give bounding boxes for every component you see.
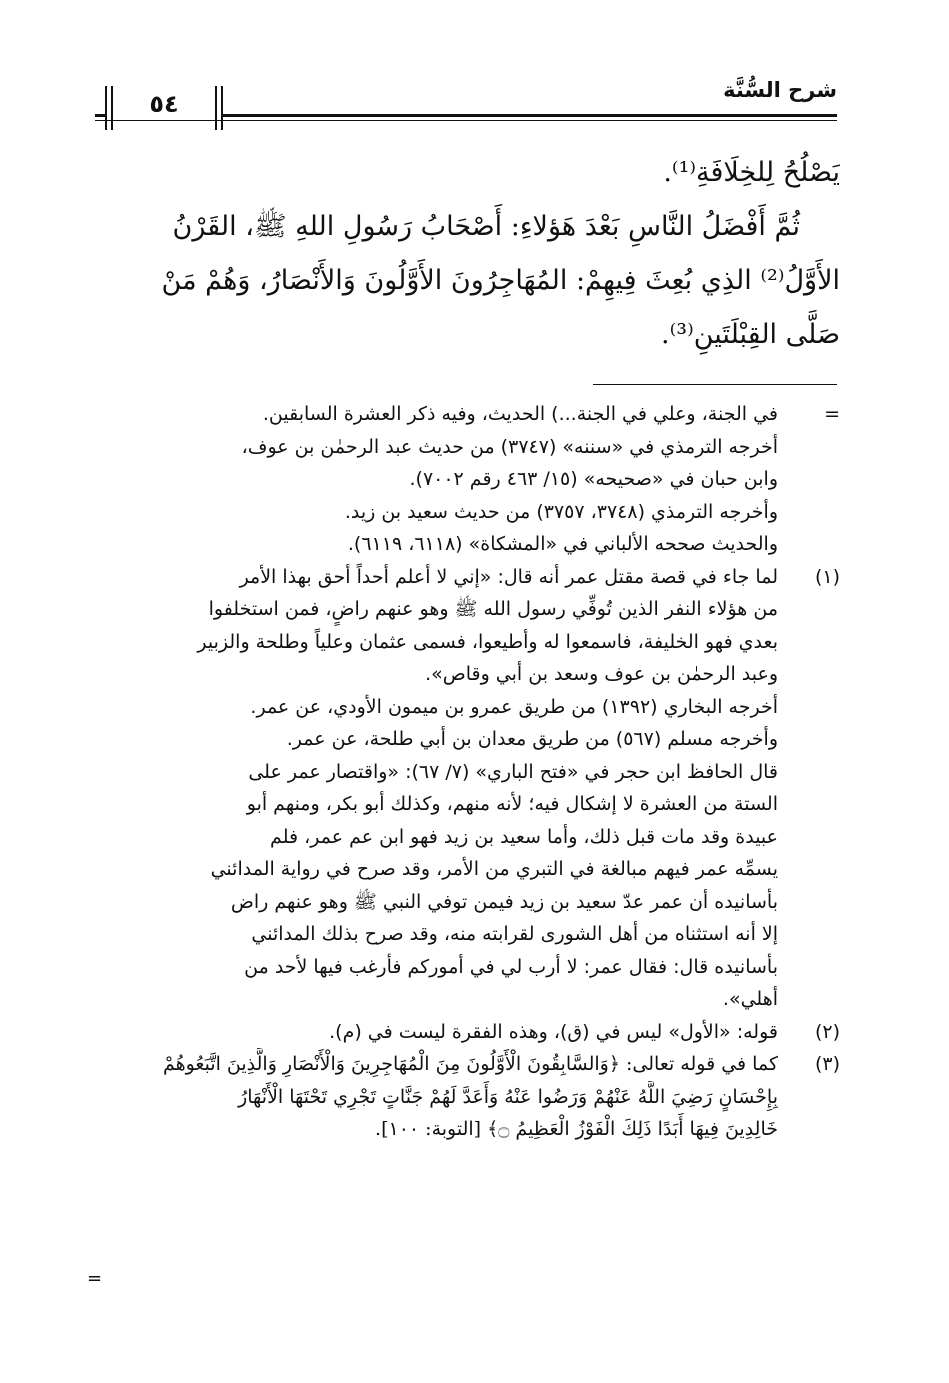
footnote-line: لما جاء في قصة مقتل عمر أنه قال: «إني لا أعلم أحداً أحق بهذا الأمر — [239, 565, 778, 588]
footnote-line: من هؤلاء النفر الذين تُوفِّي رسول الله ﷺ وهو عنهم راضٍ، فمن استخلفوا — [208, 598, 778, 620]
footnote-line: بأسانيده أن عمر عدّ سعيد بن زيد فيمن توفي النبي ﷺ وهو عنهم راض — [230, 890, 778, 913]
footnote-line: وابن حبان في «صحيحه» (١٥/ ٤٦٣ رقم ٧٠٠٢). — [409, 468, 778, 490]
footnote-line: الستة من العشرة لا إشكال فيه؛ لأنه منهم، وكذلك أبو بكر، ومنهم أبو — [246, 793, 778, 815]
footnote-line: والحديث صححه الألباني في «المشكاة» (٦١١٨، ٦١١٩). — [347, 533, 778, 555]
footnote-separator — [593, 384, 837, 385]
page-continues-marker: = — [87, 1268, 103, 1289]
footnote-line: أخرجه الترمذي في «سننه» (٣٧٤٧) من حديث عبد الرحمٰن بن عوف، — [241, 435, 778, 458]
page-header — [95, 78, 837, 130]
footnote-line: أهلي». — [722, 988, 778, 1010]
footnote-1 — [95, 561, 840, 1016]
footnote-marker: (٣) — [814, 1053, 840, 1075]
main-text-line: يَصْلُحُ لِلخِلَافَةِ⁽¹⁾. — [663, 157, 840, 188]
page-box-border — [111, 86, 113, 130]
main-text-line: صَلَّى القِبْلَتَينِ⁽³⁾. — [661, 319, 840, 350]
footnote-marker: (١) — [814, 565, 840, 588]
footnote-line: يسمِّه عمر فيهم مبالغة في التبري من الأمر، وقد صرح في رواية المدائني — [210, 858, 778, 880]
footnote-line: بأسانيده قال: فقال عمر: لا أرب لي في أموركم فأرغب فيها لأحد من — [244, 955, 778, 978]
footnote-3 — [95, 1048, 840, 1146]
book-title: شرح السُّنَّة — [723, 78, 837, 102]
main-text-line: ثُمَّ أَفْضَلُ النَّاسِ بَعْدَ هَؤلاءِ: أَصْحَابُ رَسُولِ اللهِ ﷺ، القَرْنُ — [172, 211, 800, 242]
footnote-continuation — [95, 398, 840, 561]
page-box-border — [105, 86, 107, 130]
footnote-marker: = — [824, 403, 840, 425]
main-paragraph — [100, 200, 840, 362]
page-box-border — [221, 86, 223, 130]
footnote-marker: (٢) — [814, 1020, 840, 1043]
footnote-line: عبيدة وقد مات قبل ذلك، وأما سعيد بن زيد فهو ابن عم عمر، فلم — [270, 825, 778, 848]
footnote-line: أخرجه البخاري (١٣٩٢) من طريق عمرو بن ميمون الأودي، عن عمر. — [250, 695, 778, 718]
footnote-line: وعبد الرحمٰن بن عوف وسعد بن أبي وقاص». — [425, 663, 778, 685]
quran-verse-line: كما في قوله تعالى: ﴿وَالسَّابِقُونَ الْأَوَّلُونَ مِنَ الْمُهَاجِرِينَ وَالْأَنْصَارِ وَالَّذِينَ اتَّبَعُوهُمْ — [162, 1053, 778, 1075]
footnote-line: قوله: «الأول» ليس في (ق)، وهذه الفقرة ليست في (م). — [329, 1020, 778, 1043]
quran-verse-line: خَالِدِينَ فِيهَا أَبَدًا ذَلِكَ الْفَوْزُ الْعَظِيمُ ۝﴾ [التوبة: ١٠٠]. — [375, 1118, 778, 1140]
footnotes — [95, 398, 840, 1146]
footnote-line: وأخرجه مسلم (٥٦٧) من طريق معدان بن أبي طلحة، عن عمر. — [286, 728, 778, 750]
header-rule-thin — [95, 120, 837, 121]
footnote-line: في الجنة، وعلي في الجنة...) الحديث، وفيه ذكر العشرة السابقين. — [262, 403, 778, 425]
main-text — [100, 146, 840, 362]
footnote-line: وأخرجه الترمذي (٣٧٤٨، ٣٧٥٧) من حديث سعيد بن زيد. — [344, 500, 778, 523]
footnote-line: قال الحافظ ابن حجر في «فتح الباري» (٧/ ٦٧): «واقتصار عمر على — [248, 760, 778, 783]
quran-verse-line: بِإِحْسَانٍ رَضِيَ اللَّهُ عَنْهُمْ وَرَضُوا عَنْهُ وَأَعَدَّ لَهُمْ جَنَّاتٍ تَجْرِي تَحْتَهَا الْأَنْهَارُ — [238, 1085, 778, 1108]
page-number-box — [105, 86, 223, 118]
page-box-border — [215, 86, 217, 130]
footnote-line: بعدي فهو الخليفة، فاسمعوا له وأطيعوا، فسمى عثمان وعلياً وطلحة والزبير — [197, 630, 778, 653]
main-text-line: الأَوَّلُ⁽²⁾ الذِي بُعِثَ فِيهِمْ: المُهَاجِرُونَ الأَوَّلُونَ وَالأَنْصَارُ، وَهُمْ مَنْ — [161, 265, 840, 296]
footnote-2 — [95, 1016, 840, 1049]
page-number: ٥٤ — [149, 90, 179, 118]
footnote-line: إلا أنه استثناه من أهل الشورى لقرابته منه، وقد صرح بذلك المدائني — [251, 923, 778, 945]
